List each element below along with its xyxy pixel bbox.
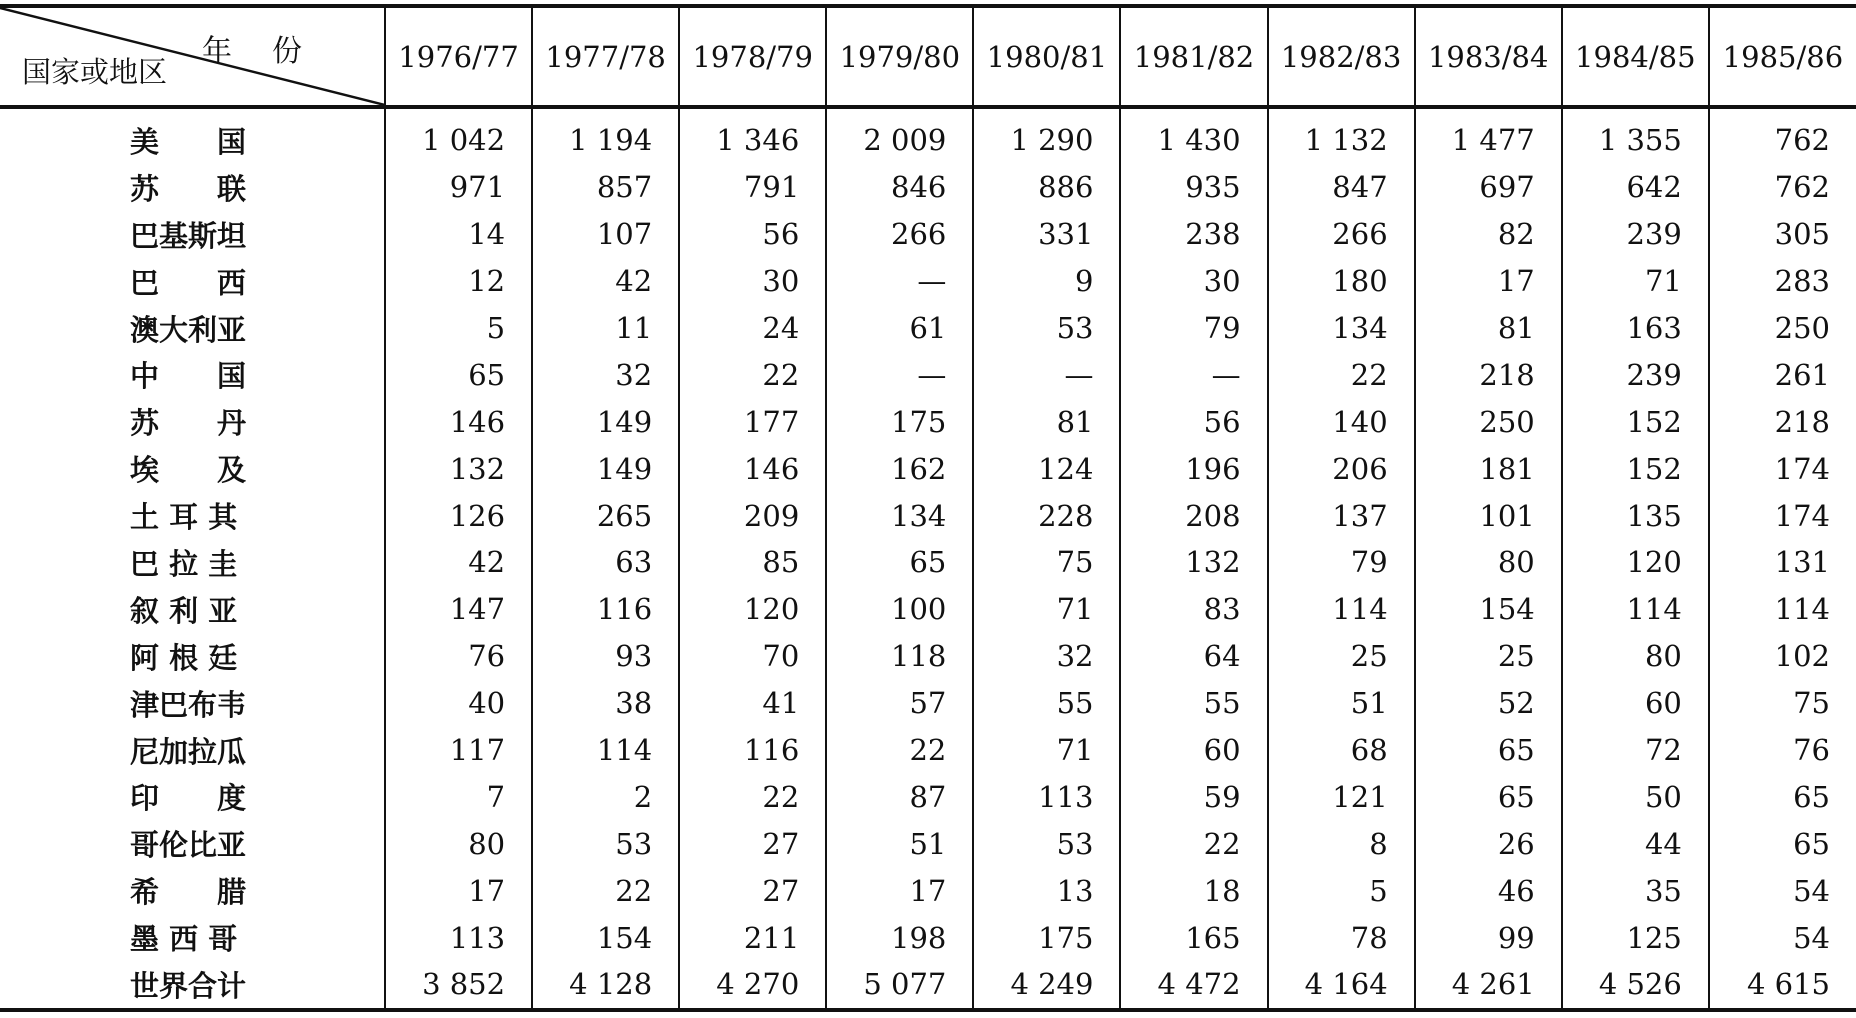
value-cell: 71 <box>973 727 1120 774</box>
value-cell: 25 <box>1415 633 1562 680</box>
table-row <box>0 492 1856 539</box>
region-name-cell: 巴基斯坦 <box>130 218 247 253</box>
value-cell: 175 <box>973 914 1120 961</box>
value-cell: 76 <box>385 633 532 680</box>
value-cell: 177 <box>679 398 826 445</box>
value-cell: 65 <box>1709 773 1856 820</box>
value-cell: 791 <box>679 164 826 211</box>
table-row <box>0 867 1856 914</box>
value-cell: 250 <box>1415 398 1562 445</box>
value-cell: 4 249 <box>973 961 1120 1010</box>
table-row <box>0 727 1856 774</box>
value-cell: 50 <box>1562 773 1709 820</box>
table-row <box>0 398 1856 445</box>
value-cell: 140 <box>1268 398 1415 445</box>
year-header: 1980/81 <box>973 6 1120 107</box>
value-cell: 70 <box>679 633 826 680</box>
value-cell: 116 <box>679 727 826 774</box>
value-cell: 762 <box>1709 164 1856 211</box>
value-cell: 132 <box>1120 539 1267 586</box>
value-cell: 4 615 <box>1709 961 1856 1010</box>
table-row <box>0 258 1856 305</box>
value-cell: 4 261 <box>1415 961 1562 1010</box>
value-cell: 762 <box>1709 107 1856 164</box>
value-cell: 117 <box>385 727 532 774</box>
value-cell: 56 <box>679 211 826 258</box>
value-cell: 209 <box>679 492 826 539</box>
value-cell: 165 <box>1120 914 1267 961</box>
year-header: 1977/78 <box>532 6 679 107</box>
value-cell: 132 <box>385 445 532 492</box>
value-cell: 68 <box>1268 727 1415 774</box>
value-cell: 22 <box>679 773 826 820</box>
value-cell: 22 <box>826 727 973 774</box>
value-cell: 30 <box>1120 258 1267 305</box>
region-name-cell: 津巴布韦 <box>130 687 247 722</box>
value-cell: 1 430 <box>1120 107 1267 164</box>
value-cell: 114 <box>532 727 679 774</box>
value-cell: 54 <box>1709 867 1856 914</box>
value-cell: 113 <box>385 914 532 961</box>
value-cell: 44 <box>1562 820 1709 867</box>
value-cell: 82 <box>1415 211 1562 258</box>
value-cell: 51 <box>826 820 973 867</box>
value-cell: 238 <box>1120 211 1267 258</box>
value-cell: 174 <box>1709 445 1856 492</box>
value-cell: 154 <box>532 914 679 961</box>
value-cell: 642 <box>1562 164 1709 211</box>
value-cell: 55 <box>973 680 1120 727</box>
value-cell: 121 <box>1268 773 1415 820</box>
value-cell: 116 <box>532 586 679 633</box>
value-cell: 63 <box>532 539 679 586</box>
value-cell: 146 <box>385 398 532 445</box>
corner-header-cell <box>0 6 385 107</box>
value-cell: 32 <box>973 633 1120 680</box>
value-cell: 80 <box>1415 539 1562 586</box>
table-row <box>0 351 1856 398</box>
region-name-cell: 巴 拉 圭 <box>130 546 238 581</box>
value-cell: 40 <box>385 680 532 727</box>
value-cell: 886 <box>973 164 1120 211</box>
value-cell: 163 <box>1562 305 1709 352</box>
value-cell: 2 009 <box>826 107 973 164</box>
table-row <box>0 961 1856 1010</box>
value-cell: 239 <box>1562 211 1709 258</box>
value-cell: 41 <box>679 680 826 727</box>
table-row <box>0 680 1856 727</box>
value-cell: 935 <box>1120 164 1267 211</box>
value-cell: 81 <box>973 398 1120 445</box>
year-header: 1985/86 <box>1709 6 1856 107</box>
value-cell: 65 <box>1415 773 1562 820</box>
value-cell: 2 <box>532 773 679 820</box>
value-cell: 60 <box>1562 680 1709 727</box>
value-cell: 22 <box>1268 351 1415 398</box>
region-name-cell: 苏 丹 <box>130 406 247 441</box>
table-row <box>0 586 1856 633</box>
value-cell: 135 <box>1562 492 1709 539</box>
value-cell: 198 <box>826 914 973 961</box>
value-cell: 59 <box>1120 773 1267 820</box>
value-cell: 57 <box>826 680 973 727</box>
value-cell: 149 <box>532 445 679 492</box>
table-row <box>0 107 1856 164</box>
value-cell: 1 194 <box>532 107 679 164</box>
value-cell: 146 <box>679 445 826 492</box>
value-cell: 53 <box>532 820 679 867</box>
value-cell: 174 <box>1709 492 1856 539</box>
value-cell: 114 <box>1709 586 1856 633</box>
region-name-cell: 澳大利亚 <box>130 312 247 347</box>
value-cell: 3 852 <box>385 961 532 1010</box>
value-cell: 60 <box>1120 727 1267 774</box>
value-cell: 13 <box>973 867 1120 914</box>
value-cell: 71 <box>973 586 1120 633</box>
value-cell: 126 <box>385 492 532 539</box>
value-cell: 35 <box>1562 867 1709 914</box>
value-cell: 30 <box>679 258 826 305</box>
value-cell: 137 <box>1268 492 1415 539</box>
year-header: 1979/80 <box>826 6 973 107</box>
value-cell: 971 <box>385 164 532 211</box>
value-cell: 53 <box>973 305 1120 352</box>
value-cell: 4 472 <box>1120 961 1267 1010</box>
value-cell: 72 <box>1562 727 1709 774</box>
value-cell: 55 <box>1120 680 1267 727</box>
region-axis-label: 国家或地区 <box>22 55 168 89</box>
value-cell: 101 <box>1415 492 1562 539</box>
value-cell: 211 <box>679 914 826 961</box>
value-cell: 65 <box>1709 820 1856 867</box>
region-name-cell: 世界合计 <box>0 961 385 1010</box>
value-cell: 120 <box>679 586 826 633</box>
value-cell: 218 <box>1415 351 1562 398</box>
value-cell: 4 270 <box>679 961 826 1010</box>
value-cell: 228 <box>973 492 1120 539</box>
value-cell: 239 <box>1562 351 1709 398</box>
value-cell: 27 <box>679 820 826 867</box>
table-row <box>0 773 1856 820</box>
value-cell: 14 <box>385 211 532 258</box>
year-header: 1984/85 <box>1562 6 1709 107</box>
value-cell: 46 <box>1415 867 1562 914</box>
value-cell: 305 <box>1709 211 1856 258</box>
value-cell: 75 <box>1709 680 1856 727</box>
value-cell: 22 <box>532 867 679 914</box>
value-cell: — <box>973 351 1120 398</box>
value-cell: 5 <box>385 305 532 352</box>
value-cell: 17 <box>826 867 973 914</box>
value-cell: 120 <box>1562 539 1709 586</box>
value-cell: 283 <box>1709 258 1856 305</box>
value-cell: 134 <box>826 492 973 539</box>
value-cell: 697 <box>1415 164 1562 211</box>
value-cell: 847 <box>1268 164 1415 211</box>
value-cell: 1 346 <box>679 107 826 164</box>
value-cell: 250 <box>1709 305 1856 352</box>
value-cell: 99 <box>1415 914 1562 961</box>
table-row <box>0 633 1856 680</box>
value-cell: 162 <box>826 445 973 492</box>
value-cell: 26 <box>1415 820 1562 867</box>
value-cell: 4 164 <box>1268 961 1415 1010</box>
value-cell: 11 <box>532 305 679 352</box>
value-cell: 4 526 <box>1562 961 1709 1010</box>
region-name-cell: 苏 联 <box>130 171 247 206</box>
value-cell: 65 <box>385 351 532 398</box>
region-name-cell: 希 腊 <box>130 875 247 910</box>
region-name-cell: 美 国 <box>130 124 247 159</box>
value-cell: 32 <box>532 351 679 398</box>
value-cell: 100 <box>826 586 973 633</box>
value-cell: 180 <box>1268 258 1415 305</box>
value-cell: 25 <box>1268 633 1415 680</box>
value-cell: 12 <box>385 258 532 305</box>
value-cell: 83 <box>1120 586 1267 633</box>
value-cell: 134 <box>1268 305 1415 352</box>
value-cell: 1 290 <box>973 107 1120 164</box>
cotton-export-table <box>0 4 1856 1012</box>
value-cell: 22 <box>1120 820 1267 867</box>
value-cell: 175 <box>826 398 973 445</box>
value-cell: 52 <box>1415 680 1562 727</box>
value-cell: 102 <box>1709 633 1856 680</box>
table-row <box>0 445 1856 492</box>
value-cell: 64 <box>1120 633 1267 680</box>
value-cell: 1 042 <box>385 107 532 164</box>
value-cell: 147 <box>385 586 532 633</box>
value-cell: 9 <box>973 258 1120 305</box>
value-cell: 71 <box>1562 258 1709 305</box>
value-cell: 4 128 <box>532 961 679 1010</box>
value-cell: 154 <box>1415 586 1562 633</box>
table-row <box>0 211 1856 258</box>
region-name-cell: 巴 西 <box>130 265 247 300</box>
year-header: 1978/79 <box>679 6 826 107</box>
value-cell: — <box>1120 351 1267 398</box>
value-cell: 118 <box>826 633 973 680</box>
year-axis-label: 年份 <box>202 34 342 69</box>
region-name-cell: 中 国 <box>130 359 247 394</box>
value-cell: 79 <box>1268 539 1415 586</box>
value-cell: 114 <box>1562 586 1709 633</box>
region-name-cell: 哥伦比亚 <box>130 828 247 863</box>
value-cell: 107 <box>532 211 679 258</box>
value-cell: 266 <box>1268 211 1415 258</box>
value-cell: 5 <box>1268 867 1415 914</box>
value-cell: 22 <box>679 351 826 398</box>
value-cell: 181 <box>1415 445 1562 492</box>
value-cell: 75 <box>973 539 1120 586</box>
table-row <box>0 820 1856 867</box>
value-cell: 42 <box>532 258 679 305</box>
region-name-cell: 叙 利 亚 <box>130 593 238 628</box>
value-cell: 87 <box>826 773 973 820</box>
value-cell: 65 <box>826 539 973 586</box>
value-cell: 124 <box>973 445 1120 492</box>
value-cell: 17 <box>1415 258 1562 305</box>
value-cell: 42 <box>385 539 532 586</box>
value-cell: 152 <box>1562 445 1709 492</box>
data-table-container <box>0 4 1856 1018</box>
value-cell: 1 355 <box>1562 107 1709 164</box>
value-cell: 81 <box>1415 305 1562 352</box>
region-name-cell: 印 度 <box>130 781 247 816</box>
value-cell: 208 <box>1120 492 1267 539</box>
value-cell: 53 <box>973 820 1120 867</box>
value-cell: 93 <box>532 633 679 680</box>
value-cell: — <box>826 258 973 305</box>
value-cell: 196 <box>1120 445 1267 492</box>
table-row <box>0 305 1856 352</box>
region-name-cell: 埃 及 <box>130 453 247 488</box>
value-cell: 1 132 <box>1268 107 1415 164</box>
value-cell: 7 <box>385 773 532 820</box>
table-row <box>0 539 1856 586</box>
year-header: 1982/83 <box>1268 6 1415 107</box>
value-cell: 131 <box>1709 539 1856 586</box>
value-cell: 27 <box>679 867 826 914</box>
value-cell: 80 <box>1562 633 1709 680</box>
value-cell: 76 <box>1709 727 1856 774</box>
value-cell: 18 <box>1120 867 1267 914</box>
value-cell: 152 <box>1562 398 1709 445</box>
header-row <box>0 6 1856 107</box>
value-cell: 1 477 <box>1415 107 1562 164</box>
value-cell: 65 <box>1415 727 1562 774</box>
value-cell: 24 <box>679 305 826 352</box>
value-cell: 5 077 <box>826 961 973 1010</box>
region-name-cell: 尼加拉瓜 <box>130 734 247 769</box>
year-header: 1983/84 <box>1415 6 1562 107</box>
value-cell: 61 <box>826 305 973 352</box>
value-cell: 206 <box>1268 445 1415 492</box>
value-cell: 8 <box>1268 820 1415 867</box>
value-cell: 125 <box>1562 914 1709 961</box>
value-cell: 114 <box>1268 586 1415 633</box>
value-cell: 857 <box>532 164 679 211</box>
year-header: 1976/77 <box>385 6 532 107</box>
value-cell: 846 <box>826 164 973 211</box>
value-cell: 85 <box>679 539 826 586</box>
table-row <box>0 914 1856 961</box>
table-row <box>0 164 1856 211</box>
value-cell: 79 <box>1120 305 1267 352</box>
value-cell: 56 <box>1120 398 1267 445</box>
value-cell: 218 <box>1709 398 1856 445</box>
region-name-cell: 阿 根 廷 <box>130 640 238 675</box>
value-cell: 38 <box>532 680 679 727</box>
value-cell: — <box>826 351 973 398</box>
region-name-cell: 墨 西 哥 <box>130 922 238 957</box>
value-cell: 80 <box>385 820 532 867</box>
value-cell: 149 <box>532 398 679 445</box>
region-name-cell: 土 耳 其 <box>130 500 238 535</box>
value-cell: 113 <box>973 773 1120 820</box>
value-cell: 78 <box>1268 914 1415 961</box>
value-cell: 265 <box>532 492 679 539</box>
table-body <box>0 107 1856 1010</box>
value-cell: 331 <box>973 211 1120 258</box>
value-cell: 54 <box>1709 914 1856 961</box>
year-header: 1981/82 <box>1120 6 1267 107</box>
value-cell: 261 <box>1709 351 1856 398</box>
value-cell: 266 <box>826 211 973 258</box>
value-cell: 51 <box>1268 680 1415 727</box>
value-cell: 17 <box>385 867 532 914</box>
